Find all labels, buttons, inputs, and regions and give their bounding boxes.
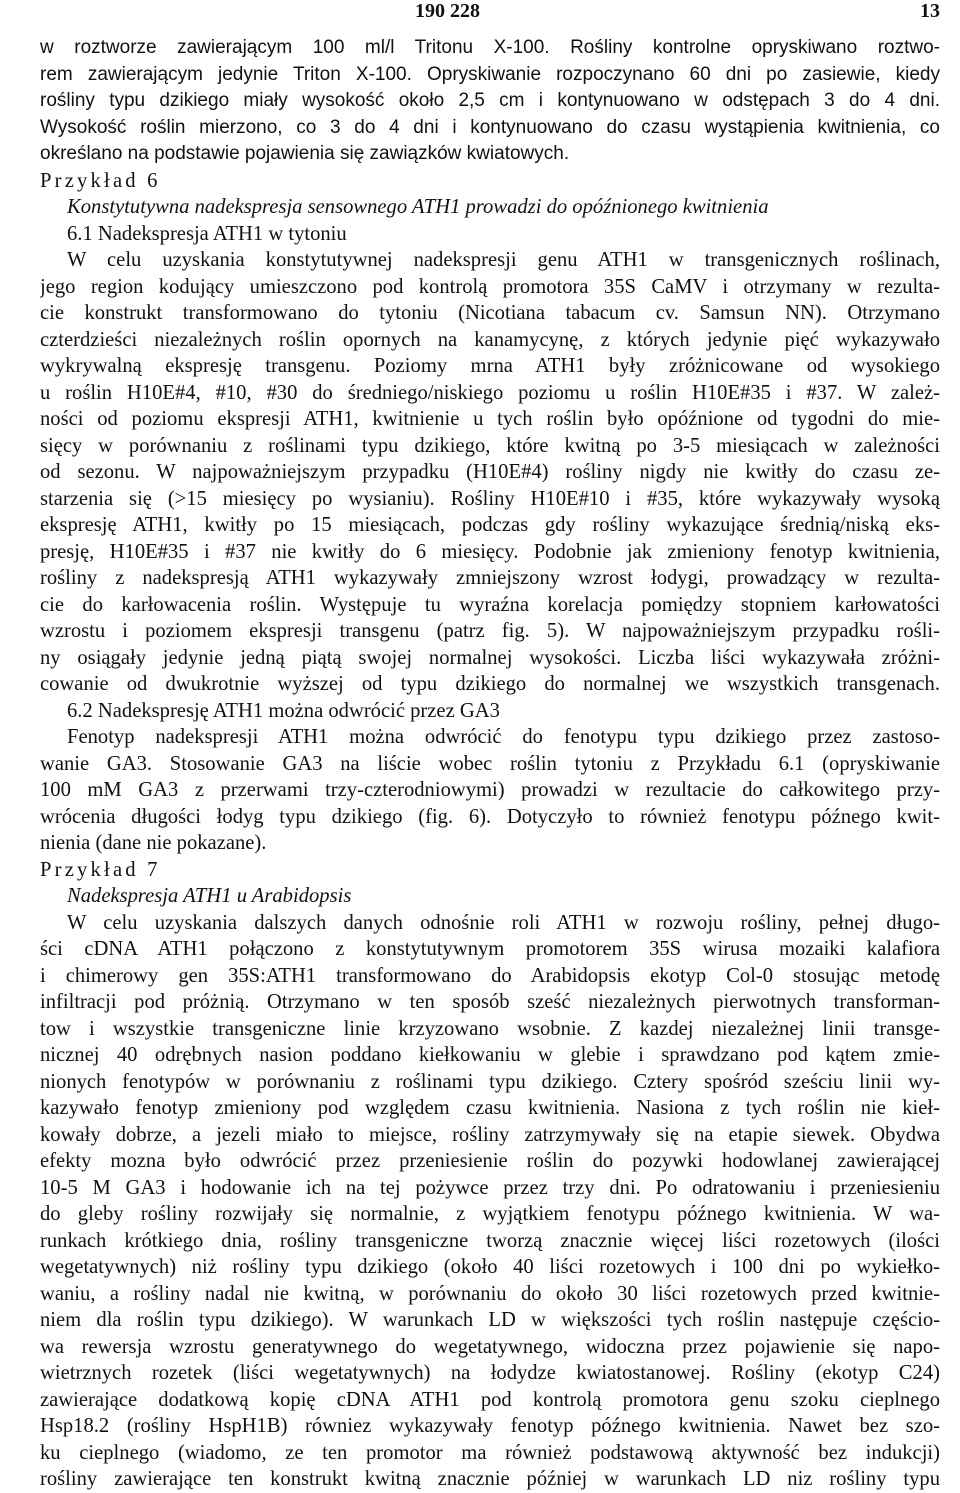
text-line: infiltracji pod próżnią. Otrzymano w ten sposób sześć niezależnych pierwotnych transforman-	[40, 991, 940, 1013]
text-line: 10-5 M GA3 i hodowanie ich na tej pożywce przez trzy dni. Po odratowaniu i przeniesieniu	[40, 1176, 940, 1199]
text-line: cie do karłowacenia roślin. Występuje tu wyraźna korelacja pomiędzy stopniem karłowatości	[40, 593, 940, 616]
text-line: kazywało fenotyp zmieniony pod względem czasu kwitnienia. Nasiona z tych roślin nie kieł-	[40, 1097, 940, 1119]
text-line: cie konstrukt transformowano do tytoniu (Nicotiana tabacum cv. Samsun NN). Otrzymano	[40, 302, 940, 324]
text-line: ny osiągały jedynie jedną piątą swojej normalnej wysokości. Liczba liści wykazywała zróżni-	[40, 646, 940, 669]
patent-number: 190 228	[415, 0, 480, 22]
body-text	[40, 35, 940, 1493]
text-line: u roślin H10E#4, #10, #30 do średniego/niskiego poziomu u roślin H10E#35 i #37. W zależ-	[40, 381, 940, 404]
text-line: starzenia się (>15 miesięcy po wysianiu). Rośliny H10E#10 i #35, które wykazywały wysoką	[40, 487, 940, 510]
text-line: ności od poziomu ekspresji ATH1, kwitnienie u tych roślin było opóźnione od tygodni do mie-	[40, 408, 940, 430]
text-line: rośliny typu dzikiego miały wysokość około 2,5 cm i kontynuowano w odstępach 3 do 4 dni.	[40, 90, 940, 111]
section-subheading: 6.2 Nadekspresję ATH1 można odwrócić przez GA3	[67, 699, 500, 722]
text-line: w roztworze zawierającym 100 ml/l Tritonu X-100. Rośliny kontrolne opryskiwano roztwo-	[40, 37, 940, 58]
text-line: cowanie od dwukrotnie wyższej od typu dzikiego do normalnej we wszystkich transgenach.	[40, 673, 940, 695]
text-line: efekty mozna było odwrócić przez przeniesienie roślin do pozywki hodowlanej zawierającej	[40, 1150, 940, 1172]
text-line: wegetatywnych) niż rośliny typu dzikiego (około 40 liści rozetowych i 100 dni po wykiełko-	[40, 1256, 940, 1278]
text-line: W celu uzyskania konstytutywnej nadekspresji genu ATH1 w transgenicznych roślinach,	[67, 249, 940, 271]
text-line: określano na podstawie pojawienia się zawiązków kwiatowych.	[40, 143, 570, 164]
example-title: Nadekspresja ATH1 u Arabidopsis	[67, 885, 352, 907]
text-line: presję, H10E#35 i #37 nie kwitły do 6 miesięcy. Podobnie jak zmieniony fenotyp kwitnienia,	[40, 540, 940, 563]
text-line: ekspresję ATH1, kwitły po 15 miesiącach, podczas gdy rośliny wykazujące średnią/niską eks-	[40, 514, 940, 536]
text-line: wrócenia długości łodyg typu dzikiego (fig. 6). Dotyczyło to również fenotypu późnego kwit-	[40, 805, 940, 828]
text-line: nienia (dane nie pokazane).	[40, 832, 267, 854]
text-line: wanie GA3. Stosowanie GA3 na liście wobec roślin tytoniu z Przykładu 6.1 (opryskiwanie	[40, 752, 940, 775]
text-line: wzrostu i poziomem ekspresji transgenu (patrz fig. 5). W najpoważniejszym przypadku rośli-	[40, 620, 940, 642]
text-line: rem zawierającym jedynie Triton X-100. Opryskiwanie rozpoczynano 60 dni po zasiewie, kiedy	[40, 63, 940, 85]
text-line: i chimerowy gen 35S:ATH1 transformowano do Arabidopsis ekotyp Col-0 stosując metodę	[40, 964, 940, 987]
text-line: sięcy w porównaniu z roślinami typu dzikiego, które kwitną po 3-5 miesiącach w zależności	[40, 434, 940, 457]
text-line: zawierające dodatkową kopię cDNA ATH1 pod kontrolą promotora genu szoku cieplnego	[40, 1388, 940, 1411]
text-line: ści cDNA ATH1 połączono z konstytutywnym promotorem 35S wirusa mozaiki kalafiora	[40, 938, 940, 960]
text-line: niem dla roślin typu dzikiego). W warunkach LD w większości tych roślin następuje częścio-	[40, 1309, 940, 1331]
text-line: czterdzieści niezależnych roślin opornych na kanamycynę, z których jedynie pięć wykazywało	[40, 328, 940, 351]
text-line: rośliny zawierające ten konstrukt kwitną znacznie później w warunkach LD niz rośliny typu	[40, 1468, 940, 1490]
text-line: jego region kodujący umieszczono pod kontrolą promotora 35S CaMV i otrzymany w rezulta-	[40, 275, 940, 298]
text-line: do gleby rośliny rozwijały się normalnie, z wyjątkiem fenotypu późnego kwitnienia. W wa-	[40, 1203, 940, 1225]
example-heading: Przykład 6	[40, 169, 161, 192]
text-line: kowały dobrze, a jezeli miało to miejsce, rośliny zatrzymywały się na etapie siewek. Obydwa	[40, 1123, 940, 1146]
text-line: wietrznych rozetek (liści wegetatywnych) na łodydze kwiatostanowej. Rośliny (ekotyp C24)	[40, 1362, 940, 1384]
text-line: waniu, a rośliny nadal nie kwitną, w porównaniu do około 30 liści rozetowych przed kwitnie-	[40, 1282, 940, 1305]
text-line: runkach krótkiego dnia, rośliny transgeniczne tworzą znacznie więcej liści rozetowych (ilości	[40, 1229, 940, 1252]
page-header	[0, 0, 960, 24]
text-line: wa rewersja wzrostu generatywnego do wegetatywnego, widoczna przez pojawienie się napo-	[40, 1335, 940, 1358]
text-line: Hsp18.2 (rośliny HspH1B) równiez wykazywały fenotyp późnego kwitnienia. Nawet bez szo-	[40, 1415, 940, 1437]
text-line: W celu uzyskania dalszych danych odnośnie roli ATH1 w rozwoju rośliny, pełnej długo-	[67, 911, 940, 934]
text-line: Fenotyp nadekspresji ATH1 można odwrócić do fenotypu typu dzikiego przez zastoso-	[67, 726, 940, 748]
text-line: ku cieplnego (wiadomo, ze ten promotor ma również podstawową aktywność bez indukcji)	[40, 1441, 940, 1464]
example-title: Konstytutywna nadekspresja sensownego ATH1 prowadzi do opóźnionego kwitnienia	[67, 196, 769, 218]
section-subheading: 6.1 Nadekspresja ATH1 w tytoniu	[67, 222, 347, 245]
page-number: 13	[920, 0, 940, 22]
example-heading: Przykład 7	[40, 858, 161, 881]
text-line: 100 mM GA3 z przerwami trzy-czterodniowymi) prowadzi w rezultacie do całkowitego przy-	[40, 779, 940, 801]
text-line: rośliny z nadekspresją ATH1 wykazywały zmniejszony wzrost łodygi, prowadzący w rezulta-	[40, 567, 940, 589]
text-line: wykrywalną ekspresję transgenu. Poziomy mrna ATH1 były zróżnicowane od wysokiego	[40, 355, 940, 377]
text-line: nionych fenotypów w porównaniu z roślinami typu dzikiego. Cztery spośród sześciu linii wy-	[40, 1070, 940, 1093]
text-line: tow i wszystkie transgeniczne linie krzyzowano wsobnie. Z kazdej niezależnej linii transge-	[40, 1017, 940, 1040]
text-line: nicznej 40 odrębnych nasion poddano kiełkowaniu w glebie i sprawdzano pod kątem zmie-	[40, 1044, 940, 1066]
text-line: Wysokość roślin mierzono, co 3 do 4 dni i kontynuowano do czasu wystąpienia kwitnienia, co	[40, 116, 940, 138]
text-line: od sezonu. W najpoważniejszym przypadku (H10E#4) rośliny nigdy nie kwitły do czasu ze-	[40, 461, 940, 483]
